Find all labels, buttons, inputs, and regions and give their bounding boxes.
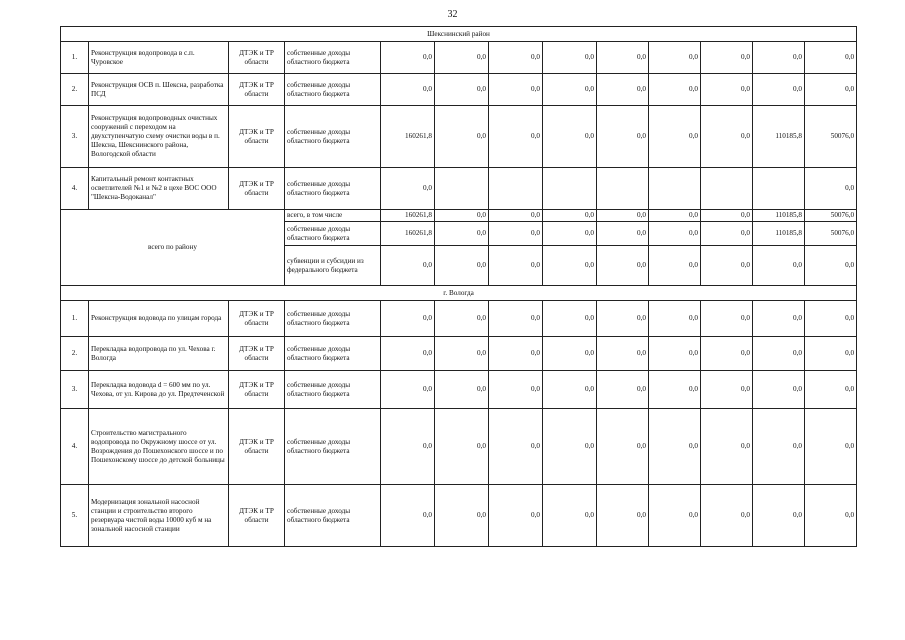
amount-cell: 0,0 <box>597 106 649 168</box>
amount-cell: 0,0 <box>435 222 489 246</box>
amount-cell: 0,0 <box>435 301 489 337</box>
amount-cell: 0,0 <box>543 409 597 485</box>
project-name: Реконструкция водопровода в с.п. Чуровское <box>89 42 229 74</box>
project-name: Капитальный ремонт контактных осветлителей №1 и №2 в цехе ВОС ООО "Шексна-Водоканал" <box>89 168 229 210</box>
executor: ДТЭК и ТР области <box>229 42 285 74</box>
amount-cell: 0,0 <box>805 168 857 210</box>
funding-source: собственные доходы областного бюджета <box>285 42 381 74</box>
table-row <box>61 168 857 210</box>
amount-cell: 0,0 <box>649 42 701 74</box>
amount-cell: 0,0 <box>597 222 649 246</box>
project-name: Перекладка водопровода по ул. Чехова г. Вологда <box>89 337 229 371</box>
amount-cell: 0,0 <box>435 337 489 371</box>
amount-cell: 110185,8 <box>753 106 805 168</box>
page-number: 32 <box>447 9 458 20</box>
amount-cell: 0,0 <box>543 106 597 168</box>
amount-cell: 110185,8 <box>753 222 805 246</box>
amount-cell: 0,0 <box>381 42 435 74</box>
amount-cell: 0,0 <box>381 168 435 210</box>
amount-cell: 0,0 <box>701 409 753 485</box>
amount-cell: 0,0 <box>597 409 649 485</box>
district-total-label: всего по району <box>61 210 285 286</box>
funding-source: собственные доходы областного бюджета <box>285 222 381 246</box>
table-row <box>61 42 857 74</box>
table-row <box>61 74 857 106</box>
amount-cell: 0,0 <box>649 371 701 409</box>
executor: ДТЭК и ТР области <box>229 337 285 371</box>
amount-cell <box>489 168 543 210</box>
amount-cell: 0,0 <box>543 222 597 246</box>
amount-cell: 0,0 <box>543 246 597 286</box>
amount-cell: 0,0 <box>489 301 543 337</box>
amount-cell: 0,0 <box>489 74 543 106</box>
amount-cell: 0,0 <box>489 222 543 246</box>
amount-cell: 0,0 <box>435 210 489 222</box>
amount-cell: 0,0 <box>701 485 753 547</box>
funding-source: собственные доходы областного бюджета <box>285 301 381 337</box>
amount-cell: 0,0 <box>805 485 857 547</box>
executor: ДТЭК и ТР области <box>229 301 285 337</box>
table-row <box>61 337 857 371</box>
amount-cell <box>649 168 701 210</box>
row-number: 1. <box>61 301 89 337</box>
amount-cell: 0,0 <box>649 337 701 371</box>
amount-cell: 0,0 <box>543 210 597 222</box>
amount-cell: 0,0 <box>489 371 543 409</box>
amount-cell: 0,0 <box>649 74 701 106</box>
row-number: 4. <box>61 409 89 485</box>
total-row <box>61 210 857 222</box>
amount-cell: 0,0 <box>435 409 489 485</box>
amount-cell: 0,0 <box>701 106 753 168</box>
amount-cell: 0,0 <box>805 42 857 74</box>
amount-cell: 0,0 <box>701 74 753 106</box>
funding-source: всего, в том числе <box>285 210 381 222</box>
executor: ДТЭК и ТР области <box>229 168 285 210</box>
amount-cell: 0,0 <box>597 74 649 106</box>
row-number: 3. <box>61 371 89 409</box>
amount-cell: 0,0 <box>597 42 649 74</box>
amount-cell <box>701 168 753 210</box>
amount-cell <box>543 168 597 210</box>
amount-cell: 50076,0 <box>805 222 857 246</box>
section-header-row <box>61 286 857 301</box>
row-number: 3. <box>61 106 89 168</box>
executor: ДТЭК и ТР области <box>229 74 285 106</box>
row-number: 2. <box>61 74 89 106</box>
amount-cell: 0,0 <box>543 301 597 337</box>
amount-cell: 0,0 <box>597 246 649 286</box>
amount-cell <box>753 168 805 210</box>
amount-cell: 0,0 <box>381 485 435 547</box>
amount-cell: 160261,8 <box>381 222 435 246</box>
amount-cell: 0,0 <box>701 246 753 286</box>
amount-cell: 0,0 <box>701 210 753 222</box>
funding-source: собственные доходы областного бюджета <box>285 485 381 547</box>
table-row <box>61 371 857 409</box>
budget-table <box>60 26 857 547</box>
amount-cell: 0,0 <box>753 485 805 547</box>
amount-cell: 0,0 <box>649 222 701 246</box>
amount-cell: 0,0 <box>435 485 489 547</box>
executor: ДТЭК и ТР области <box>229 409 285 485</box>
amount-cell: 0,0 <box>805 301 857 337</box>
amount-cell: 0,0 <box>701 371 753 409</box>
funding-source: собственные доходы областного бюджета <box>285 74 381 106</box>
amount-cell: 0,0 <box>701 301 753 337</box>
funding-source: субвенции и субсидии из федерального бюджета <box>285 246 381 286</box>
table-row <box>61 106 857 168</box>
project-name: Реконструкция водопроводных очистных сооружений с переходом на двухступенчатую схему очистки воды в п. Шексна, Шекснинского района, Вологодской области <box>89 106 229 168</box>
project-name: Реконструкция водовода по улицам города <box>89 301 229 337</box>
amount-cell: 0,0 <box>381 246 435 286</box>
amount-cell: 0,0 <box>543 371 597 409</box>
amount-cell: 0,0 <box>381 409 435 485</box>
amount-cell: 0,0 <box>597 485 649 547</box>
amount-cell: 0,0 <box>805 246 857 286</box>
amount-cell: 0,0 <box>649 210 701 222</box>
amount-cell: 0,0 <box>381 371 435 409</box>
amount-cell: 0,0 <box>489 337 543 371</box>
amount-cell: 0,0 <box>435 42 489 74</box>
table-row <box>61 301 857 337</box>
amount-cell: 0,0 <box>805 74 857 106</box>
project-name: Реконструкция ОСВ п. Шексна, разработка ПСД <box>89 74 229 106</box>
amount-cell: 0,0 <box>381 74 435 106</box>
amount-cell: 0,0 <box>805 409 857 485</box>
amount-cell: 0,0 <box>381 337 435 371</box>
section-title: г. Вологда <box>61 286 857 301</box>
project-name: Строительство магистрального водопровода по Окружному шоссе от ул. Возрождения до Пошехонского шоссе и по Пошехонскому шоссе до детской больницы <box>89 409 229 485</box>
funding-source: собственные доходы областного бюджета <box>285 409 381 485</box>
amount-cell: 0,0 <box>753 74 805 106</box>
executor: ДТЭК и ТР области <box>229 106 285 168</box>
amount-cell: 0,0 <box>543 337 597 371</box>
row-number: 5. <box>61 485 89 547</box>
row-number: 4. <box>61 168 89 210</box>
amount-cell: 0,0 <box>753 409 805 485</box>
table-row <box>61 409 857 485</box>
amount-cell: 0,0 <box>753 246 805 286</box>
amount-cell: 0,0 <box>435 246 489 286</box>
amount-cell: 0,0 <box>543 42 597 74</box>
amount-cell: 0,0 <box>649 485 701 547</box>
table-row <box>61 485 857 547</box>
funding-source: собственные доходы областного бюджета <box>285 371 381 409</box>
amount-cell: 0,0 <box>753 337 805 371</box>
amount-cell: 50076,0 <box>805 106 857 168</box>
section-header-row <box>61 27 857 42</box>
amount-cell: 50076,0 <box>805 210 857 222</box>
funding-source: собственные доходы областного бюджета <box>285 337 381 371</box>
project-name: Перекладка водовода d = 600 мм по ул. Чехова, от ул. Кирова до ул. Предтеченской <box>89 371 229 409</box>
amount-cell: 160261,8 <box>381 210 435 222</box>
amount-cell: 0,0 <box>489 409 543 485</box>
amount-cell: 0,0 <box>435 371 489 409</box>
amount-cell: 0,0 <box>701 42 753 74</box>
amount-cell: 0,0 <box>701 337 753 371</box>
funding-source: собственные доходы областного бюджета <box>285 168 381 210</box>
amount-cell: 0,0 <box>597 210 649 222</box>
amount-cell: 0,0 <box>805 337 857 371</box>
amount-cell: 0,0 <box>649 106 701 168</box>
row-number: 2. <box>61 337 89 371</box>
amount-cell: 0,0 <box>381 301 435 337</box>
amount-cell: 0,0 <box>753 371 805 409</box>
amount-cell: 0,0 <box>489 485 543 547</box>
amount-cell: 0,0 <box>597 337 649 371</box>
amount-cell: 0,0 <box>649 246 701 286</box>
amount-cell: 0,0 <box>753 42 805 74</box>
section-title: Шекснинский район <box>61 27 857 42</box>
amount-cell: 0,0 <box>543 485 597 547</box>
amount-cell: 0,0 <box>489 42 543 74</box>
amount-cell: 0,0 <box>701 222 753 246</box>
amount-cell: 0,0 <box>489 210 543 222</box>
amount-cell: 0,0 <box>753 301 805 337</box>
amount-cell: 0,0 <box>489 106 543 168</box>
amount-cell: 0,0 <box>597 301 649 337</box>
funding-source: собственные доходы областного бюджета <box>285 106 381 168</box>
amount-cell: 0,0 <box>435 106 489 168</box>
row-number: 1. <box>61 42 89 74</box>
executor: ДТЭК и ТР области <box>229 371 285 409</box>
amount-cell <box>435 168 489 210</box>
amount-cell <box>597 168 649 210</box>
amount-cell: 110185,8 <box>753 210 805 222</box>
amount-cell: 0,0 <box>435 74 489 106</box>
project-name: Модернизация зональной насосной станции и строительство второго резервуара чистой воды 10000 куб м на зональной насосной станции <box>89 485 229 547</box>
amount-cell: 0,0 <box>597 371 649 409</box>
executor: ДТЭК и ТР области <box>229 485 285 547</box>
amount-cell: 160261,8 <box>381 106 435 168</box>
amount-cell: 0,0 <box>543 74 597 106</box>
amount-cell: 0,0 <box>805 371 857 409</box>
amount-cell: 0,0 <box>649 301 701 337</box>
amount-cell: 0,0 <box>649 409 701 485</box>
amount-cell: 0,0 <box>489 246 543 286</box>
